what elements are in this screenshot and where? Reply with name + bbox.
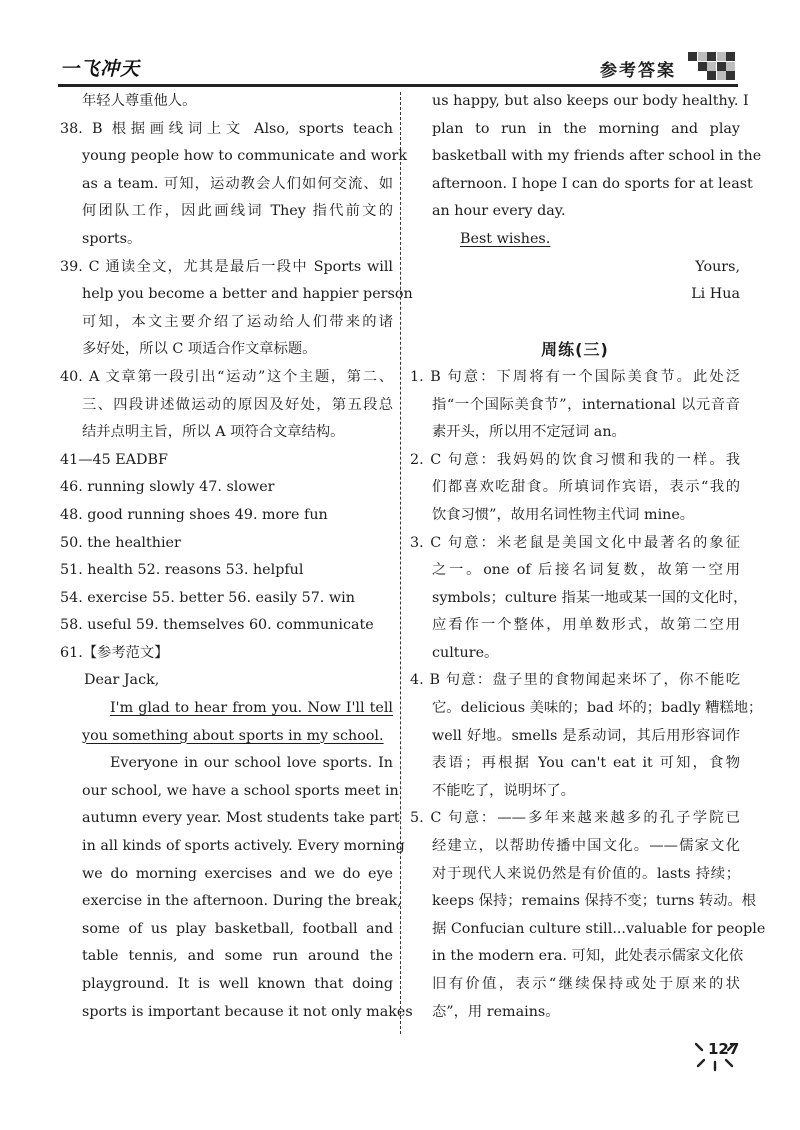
text-line: 对于现代人来说仍然是有价值的。lasts 持续；: [432, 865, 740, 882]
text-line: us happy, but also keeps our body healthy. I: [432, 93, 749, 109]
text-line: 据 Confucian culture still...valuable for people: [432, 920, 766, 937]
text-line: 何团队工作，因此画线词 They 指代前文的: [82, 203, 393, 220]
checker-cell: [707, 71, 716, 80]
text-line: our school, we have a school sports meet in: [82, 782, 399, 799]
text-line: 们都喜欢吃甜食。所填词作宾语，表示“我的: [432, 479, 740, 496]
text-line: 多好处，所以 C 项适合作文章标题。: [82, 341, 317, 358]
text-line: 2. C 句意：我妈妈的饮食习惯和我的一样。我: [410, 451, 740, 468]
checker-cell: [717, 62, 726, 71]
text-line: plan to run in the morning and play: [432, 120, 740, 137]
right-column: [410, 88, 766, 1026]
text-line: Best wishes.: [460, 230, 551, 247]
text-line: some of us play basketball, football and: [82, 920, 393, 937]
brand-logo: 一飞冲天: [60, 58, 141, 80]
text-line: sports。: [82, 230, 142, 247]
text-line: 3. C 句意：米老鼠是美国文化中最著名的象征: [410, 534, 740, 551]
text-line: in all kinds of sports actively. Every morning: [82, 838, 405, 855]
checker-cell: [717, 52, 726, 61]
text-line: autumn every year. Most students take part: [82, 810, 400, 827]
text-line: 结并点明主旨，所以 A 项符合文章结构。: [82, 424, 345, 441]
text-line: an hour every day.: [432, 203, 566, 220]
text-line: Yours,: [695, 258, 740, 275]
checker-cell: [726, 52, 735, 61]
text-line: 可知，本文主要介绍了运动给人们带来的诸: [82, 313, 393, 330]
text-line: 40. A 文章第一段引出“运动”这个主题，第二、: [60, 368, 393, 385]
checker-cell: [698, 62, 707, 71]
text-line: 46. running slowly 47. slower: [60, 479, 275, 496]
text-line: basketball with my friends after school in the: [432, 148, 762, 165]
text-line: playground. It is well known that doing: [82, 976, 393, 992]
text-line: 旧有价值，表示“继续保持或处于原来的状: [432, 976, 740, 992]
text-line: sports is important because it not only makes: [82, 1003, 413, 1020]
text-line: 表语；再根据 You can't eat it 可知，食物: [432, 755, 740, 772]
text-line: symbols；culture 指某一地或某一国的文化时，: [432, 589, 748, 606]
text-line: culture。: [432, 644, 499, 661]
text-line: 周练(三): [541, 340, 609, 360]
text-line: 它。delicious 美味的；bad 坏的；badly 糟糕地；: [432, 700, 763, 717]
checkerboard-decoration-icon: [688, 52, 736, 82]
text-line: Li Hua: [691, 286, 740, 303]
text-line: I'm glad to hear from you. Now I'll tell: [110, 700, 393, 717]
text-line: 经建立，以帮助传播中国文化。——儒家文化: [432, 838, 740, 855]
page-number: 127: [708, 1040, 740, 1058]
text-line: 51. health 52. reasons 53. helpful: [60, 562, 304, 579]
text-line: exercise in the afternoon. During the break,: [82, 893, 402, 910]
text-line: 41—45 EADBF: [60, 451, 168, 468]
text-line: 5. C 句意：——多年来越来越多的孔子学院已: [410, 810, 740, 827]
section-title: 参考答案: [600, 61, 676, 81]
text-line: 素开头，所以用不定冠词 an。: [432, 424, 626, 441]
left-column: [60, 88, 413, 1026]
header-rule: [58, 84, 738, 87]
checker-cell: [707, 62, 716, 71]
text-line: 39. C 通读全文，尤其是最后一段中 Sports will: [60, 258, 393, 275]
text-line: help you become a better and happier person: [82, 286, 413, 303]
text-line: 48. good running shoes 49. more fun: [60, 506, 328, 523]
text-line: well 好地。smells 是系动词，其后用形容词作: [432, 727, 740, 744]
text-line: 38. B 根据画线词上文 Also, sports teach: [60, 120, 393, 137]
text-line: 指“一个国际美食节”，international 以元音音: [432, 396, 740, 413]
page-header: [0, 0, 800, 92]
checker-cell: [707, 52, 716, 61]
text-line: 54. exercise 55. better 56. easily 57. win: [60, 589, 355, 606]
text-line: 50. the healthier: [60, 534, 181, 551]
text-line: 之一。one of 后接名词复数，故第一空用: [432, 562, 740, 579]
checker-cell: [698, 52, 707, 61]
checker-cell: [726, 62, 735, 71]
text-line: young people how to communicate and work: [82, 148, 408, 165]
text-line: we do morning exercises and we do eye: [82, 865, 393, 882]
text-line: 饮食习惯”，故用名词性物主代词 mine。: [432, 506, 695, 523]
checker-cell: [717, 71, 726, 80]
text-line: [410, 309, 740, 337]
text-line: as a team. 可知，运动教会人们如何交流、如: [82, 175, 393, 192]
text-line: 应看作一个整体，用单数形式，故第二空用: [432, 617, 740, 634]
text-line: Dear Jack,: [84, 672, 160, 689]
text-line: 三、四段讲述做运动的原因及好处，第五段总: [82, 396, 393, 413]
text-line: you something about sports in my school.: [82, 727, 384, 744]
text-line: 不能吃了，说明坏了。: [432, 782, 575, 799]
text-line: Everyone in our school love sports. In: [110, 755, 393, 772]
text-line: 态”，用 remains。: [432, 1003, 560, 1020]
text-line: 年轻人尊重他人。: [82, 93, 197, 109]
text-line: in the modern era. 可知，此处表示儒家文化依: [432, 948, 744, 965]
checker-cell: [726, 71, 735, 80]
text-line: table tennis, and some run around the: [82, 948, 393, 965]
text-line: afternoon. I hope I can do sports for at least: [432, 175, 753, 192]
text-line: 4. B 句意：盘子里的食物闻起来坏了，你不能吃: [410, 672, 740, 689]
text-line: 58. useful 59. themselves 60. communicate: [60, 617, 374, 634]
checker-cell: [688, 52, 697, 61]
text-line: 1. B 句意：下周将有一个国际美食节。此处泛: [410, 368, 740, 385]
text-line: 61.【参考范文】: [60, 644, 169, 661]
text-line: keeps 保持；remains 保持不变；turns 转动。根: [432, 893, 757, 910]
